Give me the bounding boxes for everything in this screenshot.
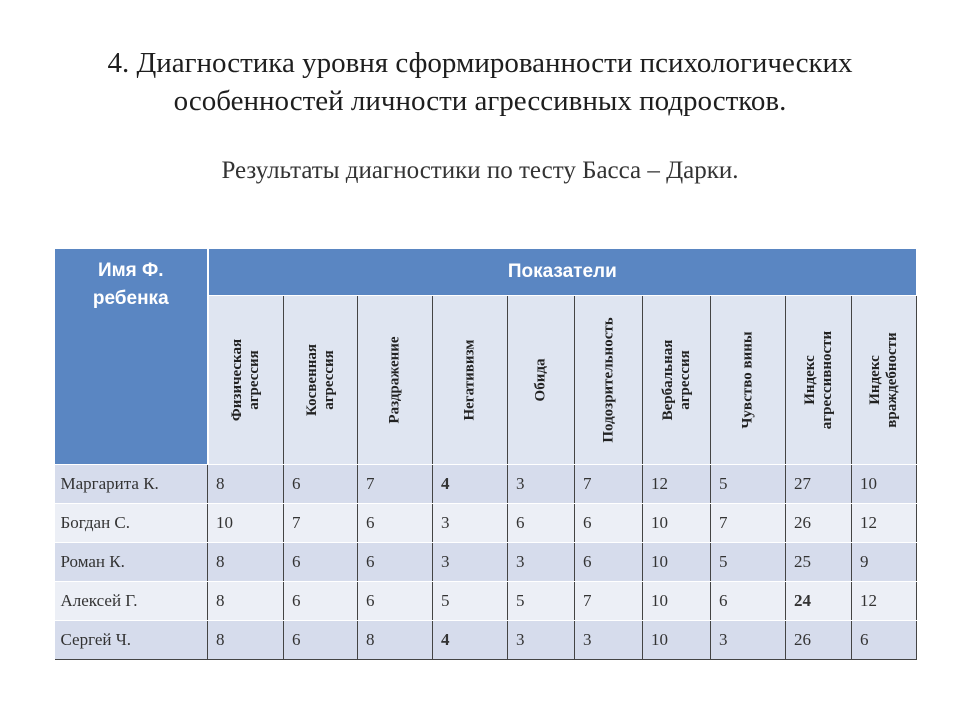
- indicator-column-label: [660, 340, 694, 421]
- score-cell: 6: [575, 504, 643, 543]
- child-name-cell: Маргарита К.: [55, 465, 208, 504]
- score-cell: 8: [208, 621, 284, 660]
- indicator-column-label-line: Негативизм: [461, 339, 478, 421]
- name-header-line-2: ребенка: [92, 288, 169, 309]
- slide-title: [0, 44, 960, 120]
- indicator-column-label: [600, 317, 617, 442]
- score-cell: 24: [786, 582, 852, 621]
- score-cell: 5: [433, 582, 508, 621]
- table-row: [55, 621, 917, 660]
- indicators-group-header: Показатели: [208, 249, 917, 296]
- score-cell: 8: [208, 543, 284, 582]
- score-cell: 3: [433, 504, 508, 543]
- score-cell: 6: [284, 621, 358, 660]
- score-cell: 7: [711, 504, 786, 543]
- table-row: [55, 582, 917, 621]
- table-row: [55, 465, 917, 504]
- score-cell: 3: [508, 621, 575, 660]
- score-cell: 10: [643, 543, 711, 582]
- score-cell: 10: [643, 582, 711, 621]
- indicator-column-label-line: Косвенная: [303, 344, 320, 416]
- score-cell: 3: [508, 465, 575, 504]
- score-cell: 8: [208, 465, 284, 504]
- score-cell: 4: [433, 465, 508, 504]
- score-cell: 4: [433, 621, 508, 660]
- child-name-cell: Роман К.: [55, 543, 208, 582]
- score-cell: 5: [508, 582, 575, 621]
- indicator-column-label-line: Индекс: [801, 355, 818, 405]
- indicator-column-label-line: Физическая: [228, 338, 245, 422]
- score-cell: 8: [208, 582, 284, 621]
- indicator-column-label: [533, 359, 550, 402]
- indicator-column-label-line: Подозрительность: [600, 317, 616, 443]
- score-cell: 10: [643, 621, 711, 660]
- indicator-column-label-line: Раздражение: [386, 336, 403, 424]
- indicator-column-header: [711, 296, 786, 465]
- results-table: [54, 248, 917, 660]
- slide-title-line-2: особенностей личности агрессивных подростков.: [173, 85, 787, 117]
- child-name-cell: Сергей Ч.: [55, 621, 208, 660]
- indicator-column-header: [208, 296, 284, 465]
- indicator-column-label-line: агрессивности: [818, 330, 835, 430]
- indicator-column-label-line: Обида: [532, 358, 549, 402]
- indicator-column-label: [740, 331, 757, 428]
- table-row: [55, 504, 917, 543]
- score-cell: 6: [575, 543, 643, 582]
- score-cell: 10: [208, 504, 284, 543]
- score-cell: 6: [358, 582, 433, 621]
- score-cell: 3: [433, 543, 508, 582]
- indicator-column-label-line: Индекс: [867, 355, 884, 405]
- score-cell: 9: [852, 543, 917, 582]
- name-header-line-1: Имя Ф.: [97, 260, 164, 281]
- score-cell: 6: [711, 582, 786, 621]
- score-cell: 5: [711, 543, 786, 582]
- score-cell: 12: [852, 582, 917, 621]
- score-cell: 7: [575, 465, 643, 504]
- score-cell: 3: [711, 621, 786, 660]
- indicator-column-header: [786, 296, 852, 465]
- score-cell: 6: [284, 543, 358, 582]
- score-cell: 5: [711, 465, 786, 504]
- indicator-column-header: [508, 296, 575, 465]
- score-cell: 6: [284, 465, 358, 504]
- score-cell: 10: [852, 465, 917, 504]
- indicator-column-header: [643, 296, 711, 465]
- score-cell: 27: [786, 465, 852, 504]
- slide-subtitle: Результаты диагностики по тесту Басса – Дарки.: [221, 157, 739, 184]
- indicator-column-label: [387, 336, 404, 423]
- indicator-column-label-line: Вербальная: [659, 339, 676, 421]
- table-row: [55, 543, 917, 582]
- indicator-column-label-line: враждебности: [884, 332, 901, 428]
- indicator-column-header: [852, 296, 917, 465]
- score-cell: 6: [508, 504, 575, 543]
- indicator-column-header: [575, 296, 643, 465]
- score-cell: 6: [852, 621, 917, 660]
- score-cell: 3: [508, 543, 575, 582]
- score-cell: 7: [358, 465, 433, 504]
- score-cell: 26: [786, 504, 852, 543]
- score-cell: 12: [643, 465, 711, 504]
- score-cell: 10: [643, 504, 711, 543]
- indicator-column-label: [867, 332, 901, 427]
- indicator-column-header: [433, 296, 508, 465]
- indicator-column-label-line: агрессия: [676, 350, 693, 410]
- score-cell: 3: [575, 621, 643, 660]
- score-cell: 7: [575, 582, 643, 621]
- score-cell: 8: [358, 621, 433, 660]
- child-name-cell: Алексей Г.: [55, 582, 208, 621]
- indicator-column-header: [284, 296, 358, 465]
- indicator-column-label-line: агрессия: [245, 350, 262, 410]
- child-name-cell: Богдан С.: [55, 504, 208, 543]
- indicator-column-label: [462, 339, 479, 420]
- score-cell: 26: [786, 621, 852, 660]
- score-cell: 6: [358, 504, 433, 543]
- score-cell: 7: [284, 504, 358, 543]
- indicator-column-header: [358, 296, 433, 465]
- score-cell: 12: [852, 504, 917, 543]
- score-cell: 6: [358, 543, 433, 582]
- indicator-column-label: [802, 331, 836, 429]
- table-header-row: [55, 249, 917, 296]
- indicator-column-label: [304, 344, 338, 416]
- slide-title-line-1: 4. Диагностика уровня сформированности психологических: [107, 47, 853, 79]
- indicator-column-label-line: агрессия: [320, 350, 337, 410]
- table-body: [55, 465, 917, 660]
- name-column-header: [55, 249, 208, 465]
- score-cell: 25: [786, 543, 852, 582]
- indicator-column-label-line: Чувство вины: [739, 331, 756, 429]
- score-cell: 6: [284, 582, 358, 621]
- indicator-column-label: [229, 339, 263, 421]
